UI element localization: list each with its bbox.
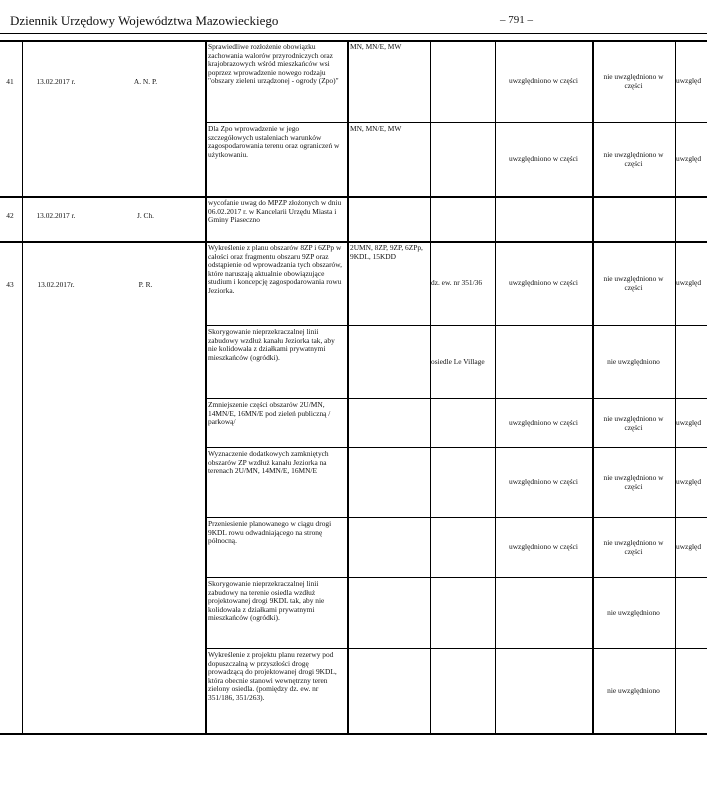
decision-council: uwzględ (676, 542, 702, 551)
page-number: – 791 – (500, 14, 533, 26)
entry-date: 13.02.2017r. (37, 280, 75, 289)
entry-date: 13.02.2017 r. (36, 211, 76, 220)
remark-area: 2UMN, 8ZP, 9ZP, 6ZPp, 9KDL, 15KDD (350, 243, 423, 261)
remark-area: MN, MN/E, MW (350, 42, 402, 51)
decision-mayor: uwzględniono w części (509, 418, 578, 427)
decision-not-accepted: nie uwzględniono (607, 608, 660, 617)
entry-number: 41 (6, 77, 14, 86)
decision-not-accepted: nie uwzględniono w części (603, 274, 664, 292)
decision-not-accepted: nie uwzględniono w części (603, 150, 664, 168)
decision-mayor: uwzględniono w części (509, 278, 578, 287)
row-rule (205, 517, 707, 518)
row-rule (0, 733, 707, 735)
row-rule (205, 447, 707, 448)
entry-author: J. Ch. (136, 211, 155, 220)
decision-council: uwzględ (676, 154, 702, 163)
remark-text: Dla Zpo wprowadzenie w jego szczegółowych ustaleniach warunków zagospodarowania terenu oraz ograniczeń w użytkowaniu. (208, 124, 340, 159)
entry-number: 42 (6, 211, 14, 220)
column-rule (430, 40, 431, 733)
row-rule (205, 577, 707, 578)
column-rule (675, 40, 676, 733)
decision-not-accepted: nie uwzględniono (607, 357, 660, 366)
row-rule (205, 325, 707, 326)
decision-council: uwzględ (676, 76, 702, 85)
decision-mayor: uwzględniono w części (509, 477, 578, 486)
decision-council: uwzględ (676, 278, 702, 287)
header-rule (0, 33, 707, 34)
remark-parcel: dz. ew. nr 351/36 (431, 278, 483, 287)
column-rule (347, 40, 349, 733)
decision-not-accepted: nie uwzględniono w części (603, 538, 664, 556)
row-rule (205, 648, 707, 649)
decision-council: uwzględ (676, 418, 702, 427)
remark-text: Zmniejszenie części obszarów 2U/MN, 14MN/E, 16MN/E pod zieleń publiczną / parkową/ (208, 400, 331, 427)
decision-council: uwzględ (676, 477, 702, 486)
entry-author: P. R. (138, 280, 153, 289)
column-rule (205, 40, 207, 733)
entry-author: A. N. P. (133, 77, 158, 86)
row-rule (0, 196, 707, 198)
decision-mayor: uwzględniono w części (509, 154, 578, 163)
decision-not-accepted: nie uwzględniono w części (603, 473, 664, 491)
remark-text: Skorygowanie nieprzekraczalnej linii zabudowy wzdłuż kanału Jeziorka tak, aby nie kolidowała z działkami prywatnymi mieszkańców (ogródki). (208, 327, 335, 362)
column-rule (592, 40, 594, 733)
entry-number: 43 (6, 280, 14, 289)
column-rule (22, 40, 23, 733)
remark-text: Przeniesienie planowanego w ciągu drogi 9KDL rowu odwadniającego na stronę północną. (208, 519, 332, 546)
row-rule (205, 122, 707, 123)
decision-not-accepted: nie uwzględniono w części (603, 72, 664, 90)
decision-not-accepted: nie uwzględniono w części (603, 414, 664, 432)
remark-text: Skorygowanie nieprzekraczalnej linii zabudowy na terenie osiedla wzdłuż projektowanej drogi 9KDL tak, aby nie kolidowała z działkami prywatnymi mieszkańców (ogródki). (208, 579, 325, 623)
row-rule (205, 398, 707, 399)
decision-not-accepted: nie uwzględniono (607, 686, 660, 695)
remark-area: MN, MN/E, MW (350, 124, 402, 133)
remark-text: Sprawiedliwe rozłożenie obowiązku zachowania walorów przyrodniczych oraz krajobrazowych wśród mieszkańców wsi poprzez wprowadzenie nowego rodzaju "obszary zieleni urządzonej - ogrody (Zpo)" (208, 42, 339, 86)
journal-title: Dziennik Urzędowy Województwa Mazowieckiego (10, 13, 279, 28)
remark-text: wycofanie uwag do MPZP złożonych w dniu 06.02.2017 r. w Kancelarii Urzędu Miasta i Gminy Piaseczno (208, 198, 342, 225)
decision-mayor: uwzględniono w części (509, 76, 578, 85)
remark-text: Wykreślenie z planu obszarów 8ZP i 6ZPp w całości oraz fragmentu obszaru 9ZP oraz odstąpienie od wprowadzania tych obszarów, które naruszają aktualnie obowiązujące studium i koncepcję zagospodarowania rowu Jeziorka. (208, 243, 342, 295)
remark-text: Wykreślenie z projektu planu rezerwy pod dopuszczalną w przyszłości drogę prowadzącą do projektowanej drogi 9KDL, która obecnie stanowi wewnętrzny teren zielony osiedla. (pomiędzy dz. ew. nr 351/186, 351/263). (208, 650, 337, 702)
remark-parcel: osiedle Le Village (431, 357, 485, 366)
remark-text: Wyznaczenie dodatkowych zamkniętych obszarów ZP wzdłuż kanału Jeziorka na terenach 2U/MN, 14MN/E, 16MN/E (208, 449, 329, 476)
column-rule (495, 40, 496, 733)
entry-date: 13.02.2017 r. (36, 77, 76, 86)
decision-mayor: uwzględniono w części (509, 542, 578, 551)
